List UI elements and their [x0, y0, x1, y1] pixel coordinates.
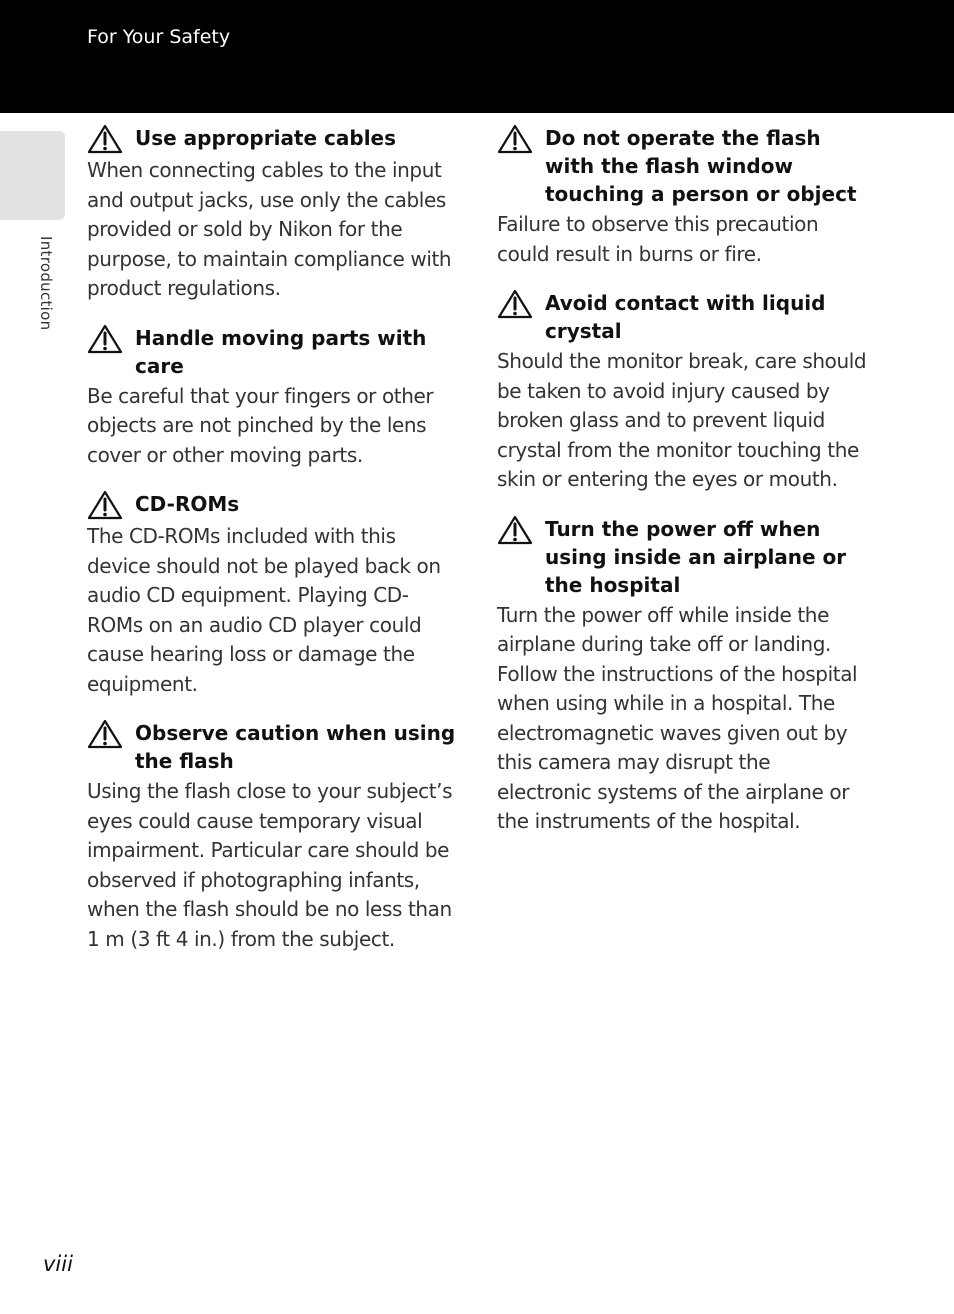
- section-appropriate-cables: [87, 124, 459, 304]
- section-body: Failure to observe this precaution could result in burns or fire.: [497, 212, 819, 266]
- section-body: The CD-ROMs included with this device should not be played back on audio CD equipment. Playing CD-ROMs on an audio CD player could cause hearing loss or damage the equipment.: [87, 524, 441, 696]
- warning-triangle-icon: [497, 515, 533, 545]
- section-heading: [87, 124, 459, 154]
- section-heading-text: CD-ROMs: [135, 492, 240, 516]
- warning-triangle-icon: [87, 324, 123, 354]
- section-liquid-crystal: [497, 289, 869, 495]
- section-heading-text: Do not operate the flash with the flash window touching a person or object: [545, 126, 857, 206]
- warning-triangle-icon: [87, 124, 123, 154]
- section-heading: [497, 515, 869, 599]
- section-heading-text: Handle moving parts with care: [135, 325, 427, 378]
- section-body: Be careful that your fingers or other objects are not pinched by the lens cover or other moving parts.: [87, 383, 434, 467]
- warning-triangle-icon: [87, 490, 123, 520]
- warning-triangle-icon: [497, 289, 533, 319]
- section-heading: [87, 324, 459, 380]
- side-tab: [0, 131, 65, 220]
- section-heading-text: Turn the power off when using inside an airplane or the hospital: [545, 516, 847, 597]
- side-tab-label: Introduction: [37, 236, 55, 331]
- warning-triangle-icon: [497, 124, 533, 154]
- section-flash-window: [497, 124, 869, 269]
- section-moving-parts: [87, 324, 459, 471]
- section-heading-text: Observe caution when using the flash: [135, 721, 456, 773]
- section-body: Turn the power off while inside the airplane during take off or landing. Follow the instructions of the hospital when using while in a hospital. The electromagnetic waves given out by this camera may disrupt the electronic systems of the airplane or the instruments of the hospital.: [497, 602, 858, 833]
- section-body: Should the monitor break, care should be taken to avoid injury caused by broken glass and to prevent liquid crystal from the monitor touching the skin or entering the eyes or mouth.: [497, 349, 867, 491]
- section-heading: [497, 289, 869, 345]
- left-column: [87, 124, 459, 974]
- page-number: viii: [43, 1252, 73, 1276]
- warning-triangle-icon: [87, 719, 123, 749]
- section-body: Using the flash close to your subject’s eyes could cause temporary visual impairment. Particular care should be observed if photographing infants, when the flash should be no less than 1 m (3 ft 4 in.) from the subject.: [87, 779, 453, 951]
- section-cd-roms: [87, 490, 459, 699]
- section-airplane-hospital: [497, 515, 869, 837]
- right-column: [497, 124, 869, 857]
- section-body: When connecting cables to the input and output jacks, use only the cables provided or sold by Nikon for the purpose, to maintain compliance with product regulations.: [87, 158, 452, 300]
- section-heading: [497, 124, 869, 208]
- section-heading-text: Use appropriate cables: [135, 126, 397, 150]
- section-flash-caution: [87, 719, 459, 954]
- header-title: For Your Safety: [87, 26, 231, 48]
- header-bar: [0, 0, 954, 113]
- section-heading: [87, 490, 459, 520]
- section-heading-text: Avoid contact with liquid crystal: [545, 291, 826, 343]
- section-heading: [87, 719, 459, 775]
